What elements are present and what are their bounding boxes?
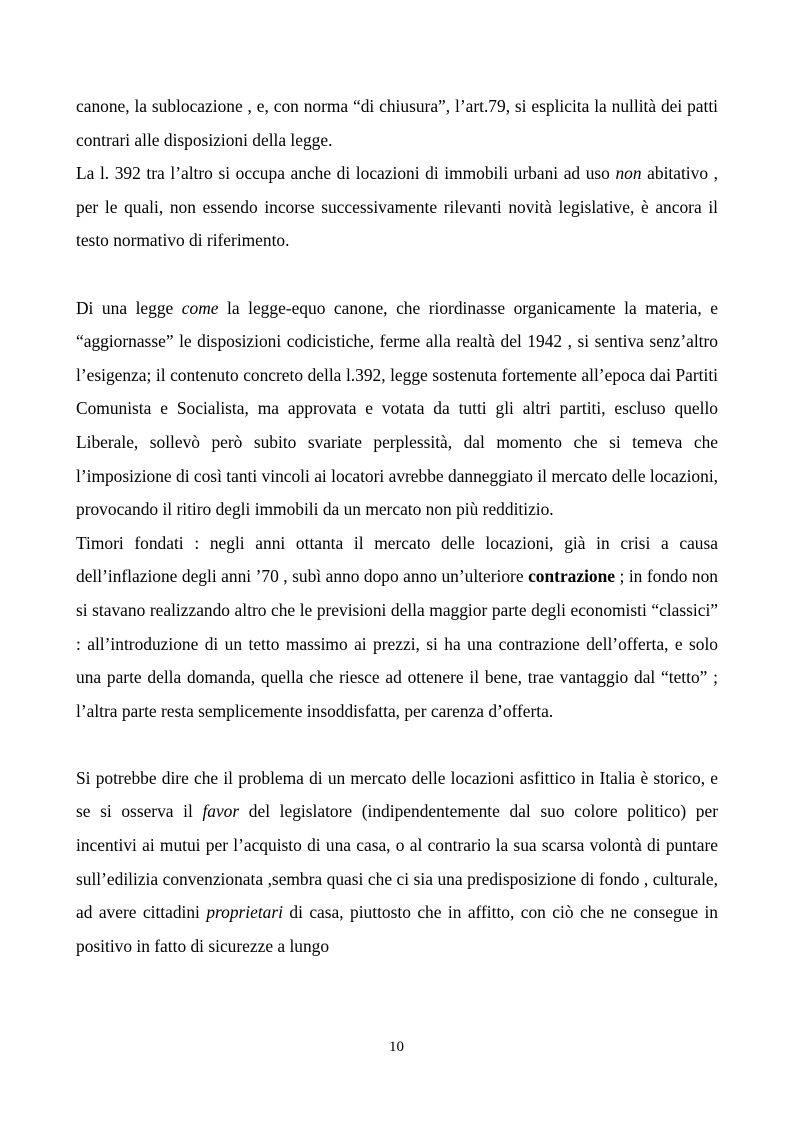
paragraph-5-italic-favor: favor xyxy=(202,801,240,822)
paragraph-4-bold-contrazione: contrazione xyxy=(528,566,615,587)
paragraph-2-text-start: La l. 392 tra l’altro si occupa anche di locazioni di immobili urbani ad uso xyxy=(76,163,616,184)
paragraph-3-text-start: Di una legge xyxy=(76,297,182,318)
paragraph-4 xyxy=(76,527,718,729)
paragraph-4-text-start: Timori fondati : negli anni ottanta il mercato delle locazioni, già in crisi a causa dell’inflazione degli anni ’70 , subì anno dopo anno un’ulteriore xyxy=(76,532,718,587)
paragraph-spacer xyxy=(76,258,718,292)
document-body xyxy=(76,90,718,963)
paragraph-2 xyxy=(76,157,718,258)
paragraph-1 xyxy=(76,90,718,157)
paragraph-5-text-end: di casa, piuttosto che in affitto, con ciò che ne consegue in positivo in fatto di sicurezze a lungo xyxy=(76,902,718,956)
paragraph-2-italic-non: non xyxy=(615,163,642,184)
paragraph-3 xyxy=(76,292,718,527)
paragraph-spacer xyxy=(76,728,718,762)
page-number: 10 xyxy=(389,1039,404,1055)
paragraph-5 xyxy=(76,762,718,964)
paragraph-3-italic-come: come xyxy=(181,297,219,318)
paragraph-5-italic-proprietari: proprietari xyxy=(206,902,283,923)
paragraph-3-text-end: la legge-equo canone, che riordinasse organicamente la materia, e “aggiornasse” le disposizioni codicistiche, ferme alla realtà del 1942 , si sentiva senz’altro l’esigenza; il contenuto concreto della l.392, legge sostenuta fortemente all’epoca dai Partiti Comunista e Socialista, ma approvata e votata da tutti gli altri partiti, escluso quello Liberale, sollevò però subito svariate perplessità, dal momento che si temeva che l’imposizione di così tanti vincoli ai locatori avrebbe danneggiato il mercato delle locazioni, provocando il ritiro degli immobili da un mercato non più redditizio. xyxy=(76,297,719,520)
paragraph-1-text: canone, la sublocazione , e, con norma “di chiusura”, l’art.79, si esplicita la nullità dei patti contrari alle disposizioni della legge. xyxy=(76,96,718,150)
paragraph-2-text-end: abitativo , per le quali, non essendo incorse successivamente rilevanti novità legislative, è ancora il testo normativo di riferimento. xyxy=(76,163,718,251)
paragraph-4-text-end: ; in fondo non si stavano realizzando altro che le previsioni della maggior parte degli economisti “classici” : all’introduzione di un tetto massimo ai prezzi, si ha una contrazione dell’offerta, e solo una parte della domanda, quella che riesce ad ottenere il bene, trae vantaggio dal “tetto” ; l’altra parte resta semplicemente insoddisfatta, per carenza d’offerta. xyxy=(76,566,718,721)
paragraph-5-text-middle: del legislatore (indipendentemente dal suo colore politico) per incentivi ai mutui per l’acquisto di una casa, o al contrario la sua scarsa volontà di puntare sull’edilizia convenzionata ,sembra quasi che ci sia una predisposizione di fondo , culturale, ad avere cittadini xyxy=(76,801,718,923)
paragraph-5-text-start: Si potrebbe dire che il problema di un mercato delle locazioni asfittico in Italia è storico, e se si osserva il xyxy=(76,767,718,822)
